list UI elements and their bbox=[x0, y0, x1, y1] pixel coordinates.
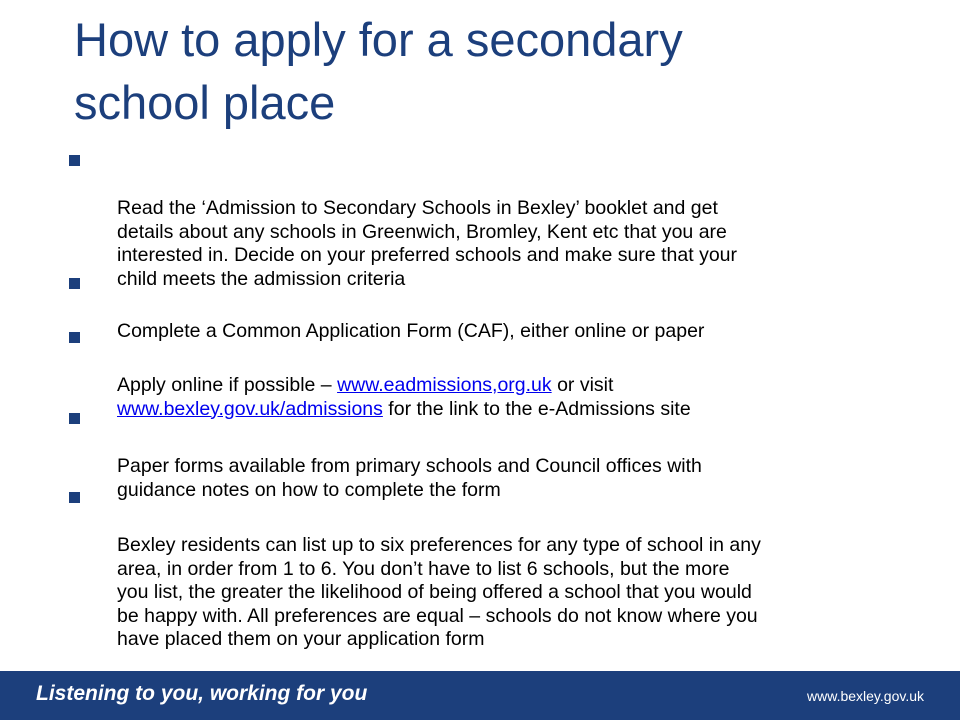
bullet-text: Bexley residents can list up to six preferences for any type of school in any area, in order from 1 to 6. You don’t have to list 6 schools, but the more you list, the greater the likelihood of being offered a school that you would be happy with. All preferences are equal – schools do not know where you have placed them on your application form bbox=[117, 534, 761, 650]
square-bullet-icon bbox=[69, 492, 80, 503]
bullet-text-before-link: Apply online if possible – bbox=[117, 374, 338, 396]
square-bullet-icon bbox=[69, 155, 80, 166]
bullet-item-booklet bbox=[117, 150, 917, 291]
footer-bar bbox=[0, 671, 960, 720]
page-title: How to apply for a secondary school place bbox=[74, 13, 683, 129]
eadmissions-link[interactable]: www.eadmissions,org.uk bbox=[337, 374, 552, 396]
bullet-text: Complete a Common Application Form (CAF), either online or paper bbox=[117, 320, 705, 342]
footer-tagline: Listening to you, working for you bbox=[36, 682, 368, 705]
bullet-text-between-links: or visit bbox=[557, 374, 614, 396]
square-bullet-icon bbox=[69, 413, 80, 424]
bullet-text-after-link: for the link to the e-Admissions site bbox=[382, 397, 691, 420]
bullet-item-preferences bbox=[117, 487, 917, 652]
bullet-text: Read the ‘Admission to Secondary Schools in Bexley’ booklet and get details about any schools in Greenwich, Bromley, Kent etc that you are interested in. Decide on your preferred schools and make sure that your child meets the admission criteria bbox=[117, 197, 738, 290]
bullet-text: Paper forms available from primary schools and Council offices with guidance notes on how to complete the form bbox=[117, 455, 702, 501]
square-bullet-icon bbox=[69, 278, 80, 289]
footer-website-link[interactable]: www.bexley.gov.uk bbox=[807, 688, 924, 704]
bullet-item-apply-online bbox=[117, 327, 917, 421]
bexley-admissions-link[interactable]: www.bexley.gov.uk/admissions bbox=[117, 397, 383, 420]
square-bullet-icon bbox=[69, 332, 80, 343]
